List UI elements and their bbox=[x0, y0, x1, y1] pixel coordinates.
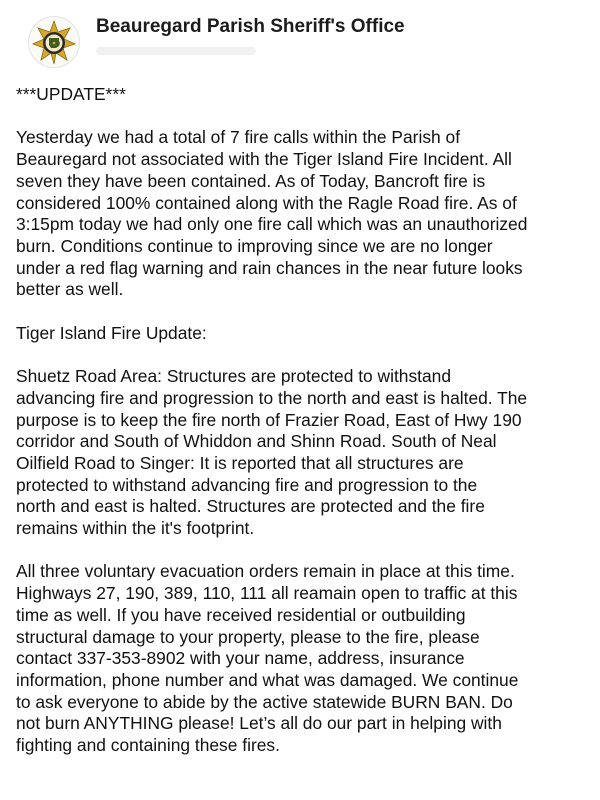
body-line: contact 337-353-8902 with your name, address, insurance bbox=[16, 648, 465, 669]
body-line: fighting and containing these fires. bbox=[16, 735, 280, 756]
body-line: to ask everyone to abide by the active statewide BURN BAN. Do bbox=[16, 691, 513, 712]
body-line: corridor and South of Whiddon and Shinn Road. South of Neal bbox=[16, 431, 497, 452]
body-line: considered 100% contained along with the Ragle Road fire. As of bbox=[16, 192, 517, 213]
sheriff-badge-icon bbox=[29, 17, 79, 67]
post-body bbox=[16, 84, 588, 757]
body-line: better as well. bbox=[16, 279, 124, 300]
body-line: Highways 27, 190, 389, 110, 111 all reamain open to traffic at this bbox=[16, 583, 518, 604]
body-line: time as well. If you have received residential or outbuilding bbox=[16, 604, 466, 625]
paragraph-gap bbox=[16, 106, 588, 128]
post-timestamp-placeholder bbox=[96, 47, 256, 55]
body-line: Oilfield Road to Singer: It is reported that all structures are bbox=[16, 452, 464, 473]
body-line: north and east is halted. Structures are protected and the fire bbox=[16, 496, 485, 517]
section-heading: Tiger Island Fire Update: bbox=[16, 322, 207, 343]
post-header bbox=[16, 0, 584, 78]
update-heading: ***UPDATE*** bbox=[16, 84, 126, 104]
paragraph-gap bbox=[16, 301, 588, 323]
body-line: Beauregard not associated with the Tiger Island Fire Incident. All bbox=[16, 149, 512, 170]
body-line: All three voluntary evacuation orders remain in place at this time. bbox=[16, 561, 515, 582]
body-line: under a red flag warning and rain chances in the near future looks bbox=[16, 257, 523, 278]
paragraph-gap bbox=[16, 344, 588, 366]
body-line: Yesterday we had a total of 7 fire calls within the Parish of bbox=[16, 127, 461, 148]
body-line: information, phone number and what was damaged. We continue bbox=[16, 669, 519, 690]
body-line: advancing fire and progression to the north and east is halted. The bbox=[16, 387, 528, 408]
paragraph-gap bbox=[16, 540, 588, 562]
body-line: structural damage to your property, please to the fire, please bbox=[16, 626, 480, 647]
page-name[interactable]: Beauregard Parish Sheriff's Office bbox=[96, 16, 405, 37]
body-line: purpose is to keep the fire north of Frazier Road, East of Hwy 190 bbox=[16, 409, 522, 430]
body-line: not burn ANYTHING please! Let’s all do our part in helping with bbox=[16, 713, 502, 734]
body-line: protected to withstand advancing fire and progression to the bbox=[16, 474, 478, 495]
body-line: seven they have been contained. As of Today, Bancroft fire is bbox=[16, 170, 486, 191]
body-line: remains within the it's footprint. bbox=[16, 518, 255, 539]
body-line: Shuetz Road Area: Structures are protected to withstand bbox=[16, 366, 452, 387]
body-line: 3:15pm today we had only one fire call which was an unauthorized bbox=[16, 214, 528, 235]
body-line: burn. Conditions continue to improving since we are no longer bbox=[16, 235, 493, 256]
page-avatar[interactable] bbox=[28, 16, 80, 68]
